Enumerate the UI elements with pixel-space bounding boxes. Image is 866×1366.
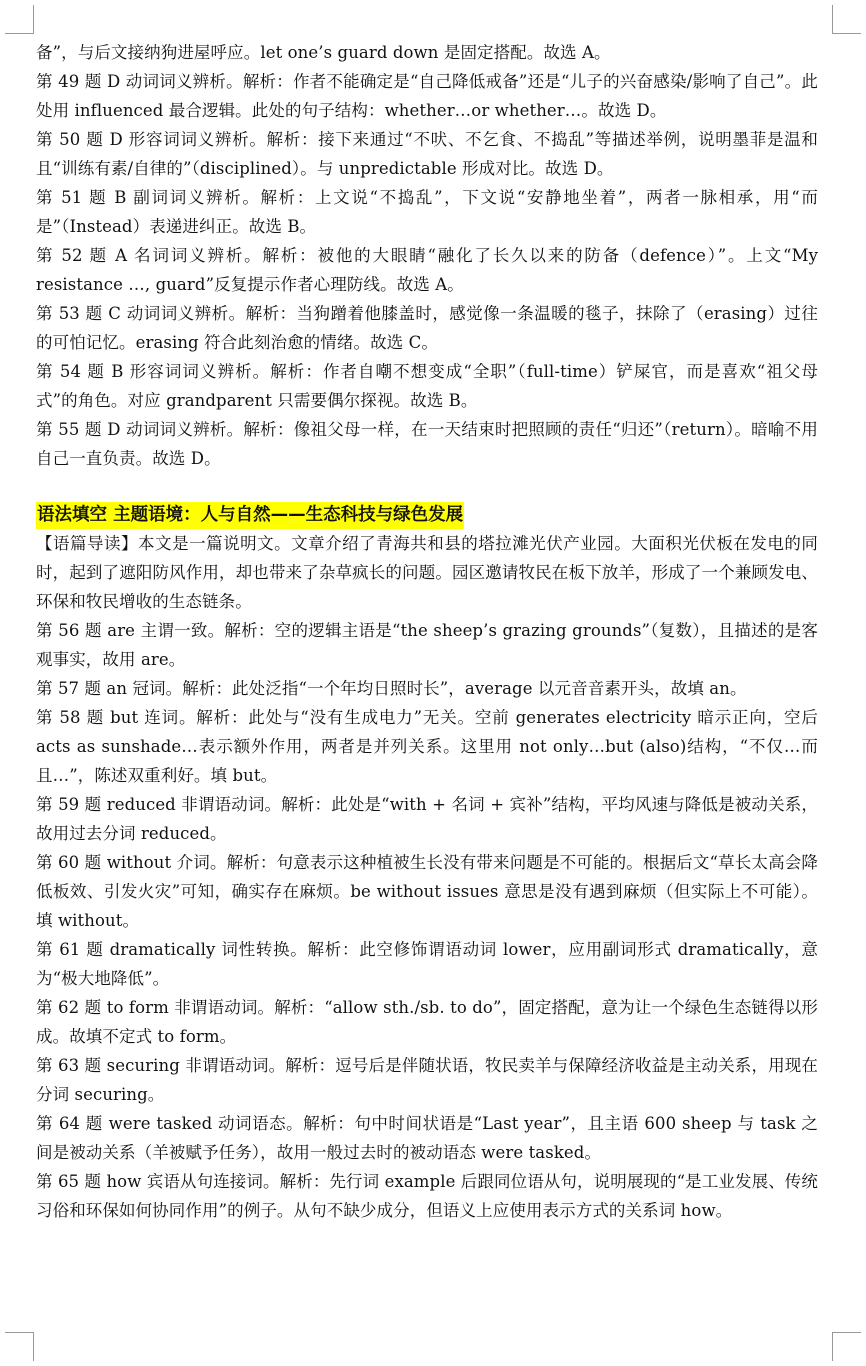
- page-corner-mark-top-left: [5, 5, 34, 34]
- answer-item-61: 第 61 题 dramatically 词性转换。解析：此空修饰谓语动词 lower，应用副词形式 dramatically，意为“极大地降低”。: [36, 940, 818, 988]
- page-corner-mark-top-right: [832, 5, 861, 34]
- answer-item-64: 第 64 题 were tasked 动词语态。解析：句中时间状语是“Last year”，且主语 600 sheep 与 task 之间是被动关系（羊被赋予任务），故用一般过去时的被动语态 were tasked。: [36, 1114, 818, 1162]
- answer-item-48-tail: 备”，与后文接纳狗进屋呼应。let one’s guard down 是固定搭配。故选 A。: [36, 43, 611, 62]
- answer-item-50: 第 50 题 D 形容词词义辨析。解析：接下来通过“不吠、不乞食、不捣乱”等描述举例，说明墨菲是温和且“训练有素/自律的”（disciplined）。与 unpredictable 形成对比。故选 D。: [36, 130, 818, 178]
- answer-item-49: 第 49 题 D 动词词义辨析。解析：作者不能确定是“自己降低戒备”还是“儿子的兴奋感染/影响了自己”。此处用 influenced 最合逻辑。此处的句子结构：whether…or whether…。故选 D。: [36, 72, 818, 120]
- section-spacer: [36, 473, 818, 502]
- answer-item-52: 第 52 题 A 名词词义辨析。解析：被他的大眼睛“融化了长久以来的防备（defence）”。上文“My resistance …, guard”反复提示作者心理防线。故选 A。: [36, 246, 818, 294]
- page-corner-mark-bottom-left: [5, 1332, 34, 1361]
- answer-item-65: 第 65 题 how 宾语从句连接词。解析：先行词 example 后跟同位语从句，说明展现的“是工业发展、传统习俗和环保如何协同作用”的例子。从句不缺少成分，但语义上应使用表示方式的关系词 how。: [36, 1172, 818, 1220]
- answer-item-55: 第 55 题 D 动词词义辨析。解析：像祖父母一样，在一天结束时把照顾的责任“归还”（return）。暗喻不用自己一直负责。故选 D。: [36, 420, 818, 468]
- answer-item-60: 第 60 题 without 介词。解析：句意表示这种植被生长没有带来问题是不可能的。根据后文“草长太高会降低板效、引发火灾”可知，确实存在麻烦。be without issues 意思是没有遇到麻烦（但实际上不可能）。填 without。: [36, 853, 818, 930]
- answer-item-51: 第 51 题 B 副词词义辨析。解析：上文说“不捣乱”，下文说“安静地坐着”，两者一脉相承，用“而是”（Instead）表递进纠正。故选 B。: [36, 188, 818, 236]
- page-corner-mark-bottom-right: [832, 1332, 861, 1361]
- answer-item-53: 第 53 题 C 动词词义辨析。解析：当狗蹭着他膝盖时，感觉像一条温暖的毯子，抹除了（erasing）过往的可怕记忆。erasing 符合此刻治愈的情绪。故选 C。: [36, 304, 818, 352]
- answer-item-57: 第 57 题 an 冠词。解析：此处泛指“一个年均日照时长”，average 以元音音素开头，故填 an。: [36, 679, 747, 698]
- document-page: [36, 38, 818, 1225]
- answer-item-59: 第 59 题 reduced 非谓语动词。解析：此处是“with + 名词 + 宾补”结构，平均风速与降低是被动关系，故用过去分词 reduced。: [36, 795, 818, 843]
- answer-item-62: 第 62 题 to form 非谓语动词。解析：“allow sth./sb. to do”，固定搭配，意为让一个绿色生态链得以形成。故填不定式 to form。: [36, 998, 818, 1046]
- passage-guide: 【语篇导读】本文是一篇说明文。文章介绍了青海共和县的塔拉滩光伏产业园。大面积光伏板在发电的同时，起到了遮阳防风作用，却也带来了杂草疯长的问题。园区邀请牧民在板下放羊，形成了一个兼顾发电、环保和牧民增收的生态链条。: [36, 534, 818, 611]
- answer-item-54: 第 54 题 B 形容词词义辨析。解析：作者自嘲不想变成“全职”（full-time）铲屎官，而是喜欢“祖父母式”的角色。对应 grandparent 只需要偶尔探视。故选 B。: [36, 362, 818, 410]
- answer-item-58: 第 58 题 but 连词。解析：此处与“没有生成电力”无关。空前 generates electricity 暗示正向，空后 acts as sunshade…表示额外作用，两者是并列关系。这里用 not only…but (also)结构，“不仅…而且…”，陈述双重利好。填 but。: [36, 708, 818, 785]
- answer-item-63: 第 63 题 securing 非谓语动词。解析：逗号后是伴随状语，牧民卖羊与保障经济收益是主动关系，用现在分词 securing。: [36, 1056, 818, 1104]
- answer-item-56: 第 56 题 are 主谓一致。解析：空的逻辑主语是“the sheep’s grazing grounds”（复数），且描述的是客观事实，故用 are。: [36, 621, 818, 669]
- section-heading-grammar-fill: 语法填空 主题语境：人与自然——生态科技与绿色发展: [36, 502, 464, 529]
